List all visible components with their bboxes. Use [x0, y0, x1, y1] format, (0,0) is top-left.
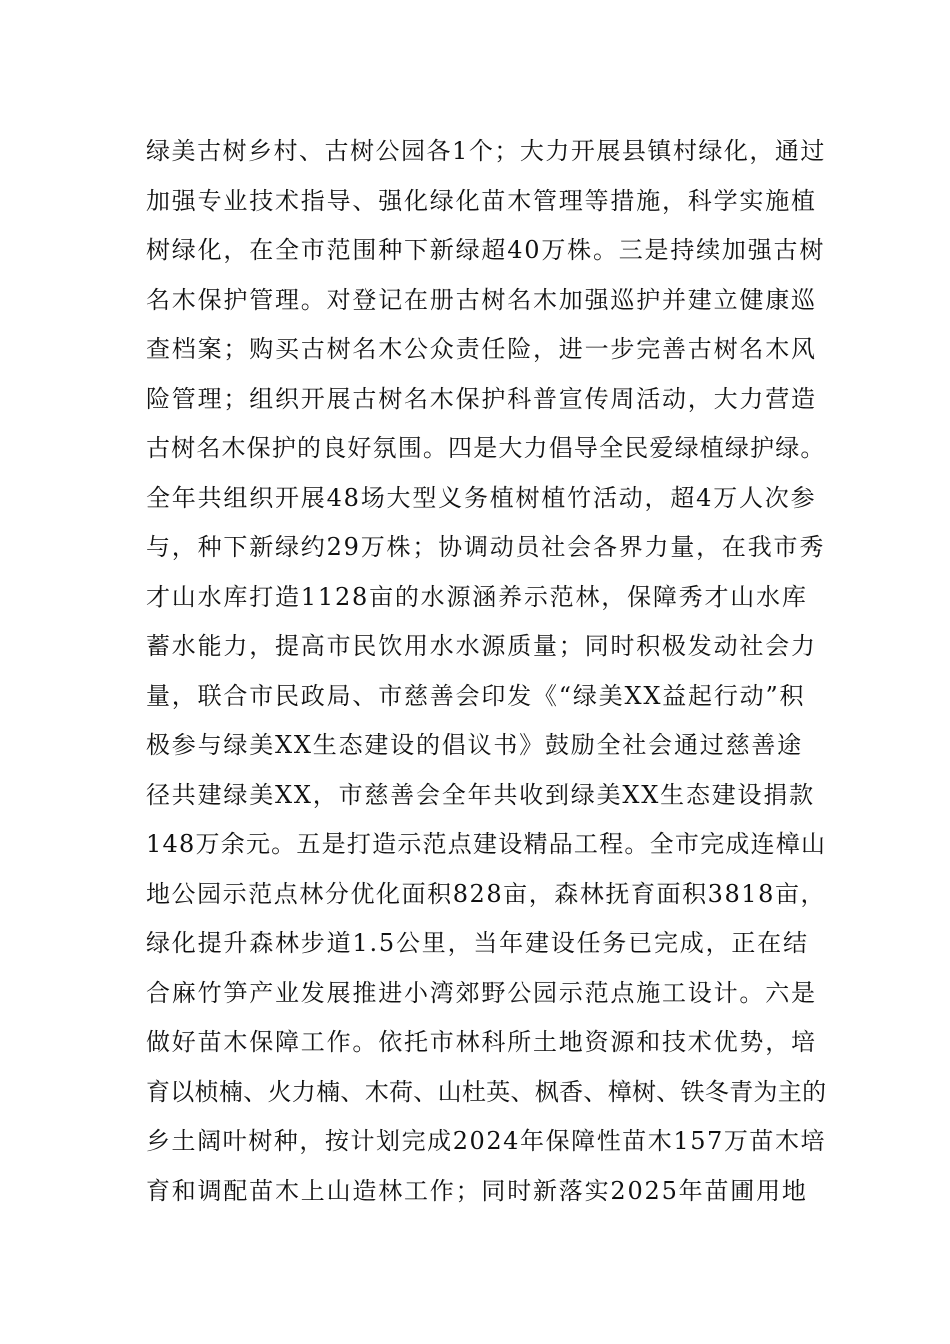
text-line: 蓄水能力，提高市民饮用水水源质量；同时积极发动社会力 [146, 632, 817, 660]
text-line: 全年共组织开展48场大型义务植树植竹活动，超4万人次参 [146, 483, 817, 512]
text-line: 乡土阔叶树种，按计划完成2024年保障性苗木157万苗木培 [146, 1127, 827, 1155]
text-line: 险管理；组织开展古树名木保护科普宣传周活动，大力营造 [146, 384, 817, 413]
text-line: 树绿化，在全市范围种下新绿超40万株。三是持续加强古树 [146, 236, 826, 264]
body-text [146, 128, 826, 1217]
text-line: 绿美古树乡村、古树公园各1个；大力开展县镇村绿化，通过 [146, 137, 826, 165]
text-line: 育以桢楠、火力楠、木荷、山杜英、枫香、樟树、铁冬青为主的 [146, 1077, 827, 1106]
text-line: 做好苗木保障工作。依托市林科所土地资源和技术优势，培 [146, 1028, 817, 1056]
text-line: 合麻竹笋产业发展推进小湾郊野公园示范点施工设计。六是 [146, 978, 817, 1007]
text-line: 育和调配苗木上山造林工作；同时新落实2025年苗圃用地 [146, 1176, 808, 1205]
text-line: 加强专业技术指导、强化绿化苗木管理等措施，科学实施植 [146, 186, 817, 215]
text-line: 才山水库打造1128亩的水源涵养示范林，保障秀才山水库 [146, 582, 808, 611]
text-line: 古树名木保护的良好氛围。四是大力倡导全民爱绿植绿护绿。 [146, 434, 826, 462]
text-line: 径共建绿美XX，市慈善会全年共收到绿美XX生态建设捐款 [146, 780, 815, 809]
text-line: 名木保护管理。对登记在册古树名木加强巡护并建立健康巡 [146, 285, 817, 314]
text-line: 与，种下新绿约29万株；协调动员社会各界力量，在我市秀 [146, 533, 826, 561]
text-line: 绿化提升森林步道1.5公里，当年建设任务已完成，正在结 [146, 929, 809, 957]
text-line: 量，联合市民政局、市慈善会印发《“绿美XX益起行动”积 [146, 681, 806, 710]
text-line: 地公园示范点林分优化面积828亩，森林抚育面积3818亩， [146, 879, 827, 908]
text-line: 极参与绿美XX生态建设的倡议书》鼓励全社会通过慈善途 [146, 731, 803, 759]
text-line: 148万余元。五是打造示范点建设精品工程。全市完成连樟山 [146, 830, 827, 858]
text-line: 查档案；购买古树名木公众责任险，进一步完善古树名木风 [146, 335, 817, 363]
